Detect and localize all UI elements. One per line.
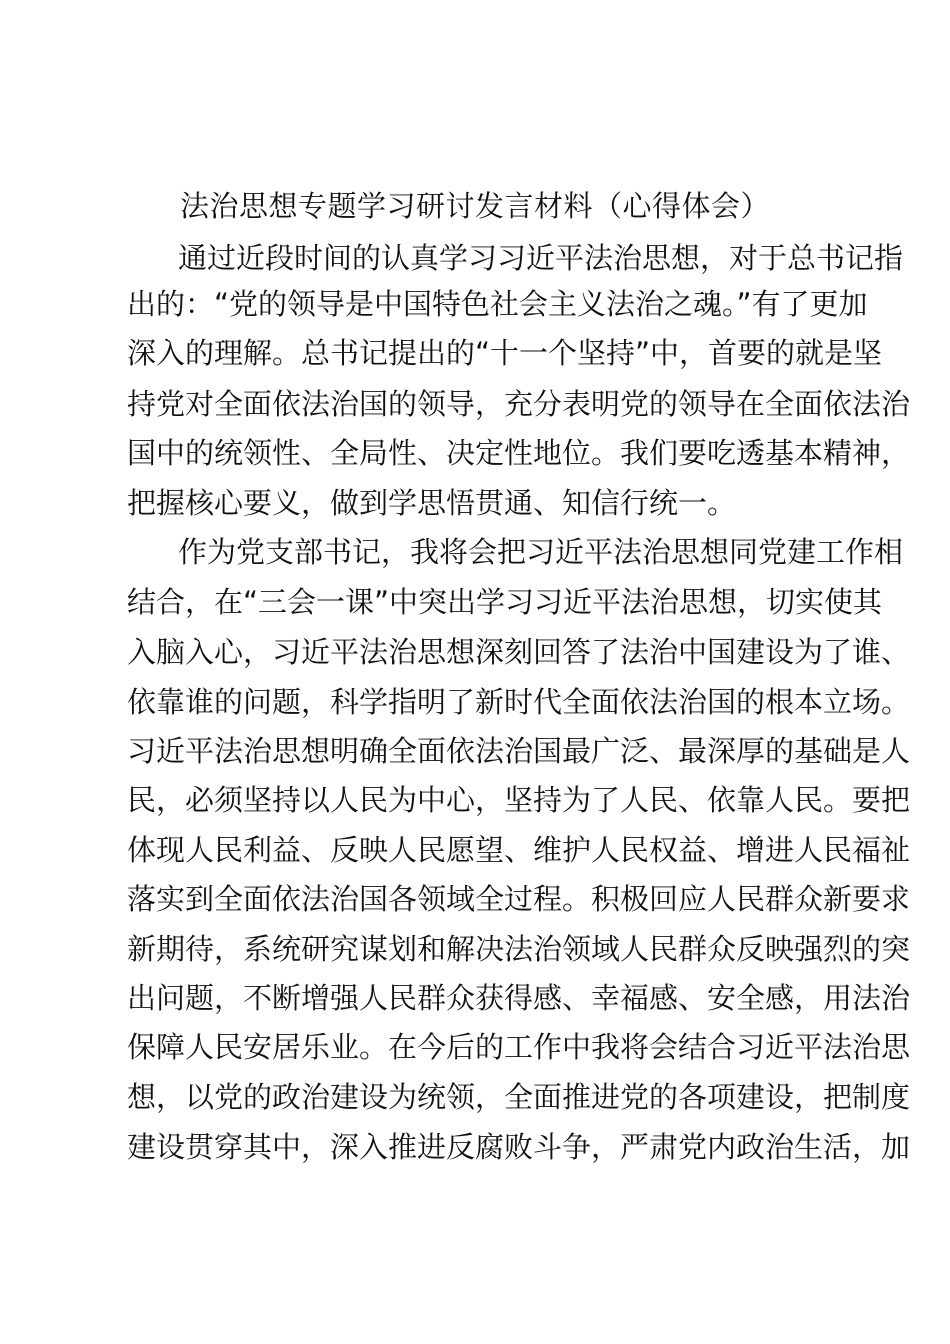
paragraph-line: 依靠谁的问题，科学指明了新时代全面依法治国的根本立场。 (127, 685, 911, 719)
paragraph-line: 国中的统领性、全局性、决定性地位。我们要吃透基本精神， (127, 436, 911, 470)
document-title: 法治思想专题学习研讨发言材料（心得体会） (179, 189, 770, 223)
paragraph-line: 体现人民利益、反映人民愿望、维护人民权益、增进人民福祉 (127, 833, 911, 867)
paragraph-line: 保障人民安居乐业。在今后的工作中我将会结合习近平法治思 (127, 1030, 911, 1064)
paragraph-line: 出的：“党的领导是中国特色社会主义法治之魂。”有了更加 (127, 287, 868, 321)
paragraph-line: 落实到全面依法治国各领域全过程。积极回应人民群众新要求 (127, 882, 911, 916)
paragraph-line: 结合，在“三会一课”中突出学习习近平法治思想，切实使其 (127, 585, 883, 619)
paragraph-line: 入脑入心，习近平法治思想深刻回答了法治中国建设为了谁、 (127, 635, 911, 669)
paragraph-line: 民，必须坚持以人民为中心，坚持为了人民、依靠人民。要把 (127, 783, 911, 817)
paragraph-line: 出问题，不断增强人民群众获得感、幸福感、安全感，用法治 (127, 981, 911, 1015)
paragraph-line: 深入的理解。总书记提出的“十一个坚持”中，首要的就是坚 (127, 336, 883, 370)
paragraph-line: 建设贯穿其中，深入推进反腐败斗争，严肃党内政治生活，加 (127, 1130, 911, 1164)
paragraph-line: 想，以党的政治建设为统领，全面推进党的各项建设，把制度 (127, 1080, 911, 1114)
paragraph-line: 新期待，系统研究谋划和解决法治领域人民群众反映强烈的突 (127, 932, 911, 966)
paragraph-line: 作为党支部书记，我将会把习近平法治思想同党建工作相 (178, 535, 904, 569)
paragraph-line: 持党对全面依法治国的领导，充分表明党的领导在全面依法治 (127, 387, 911, 421)
paragraph-line: 把握核心要义，做到学思悟贯通、知信行统一。 (127, 486, 737, 520)
paragraph-line: 通过近段时间的认真学习习近平法治思想，对于总书记指 (178, 241, 904, 275)
paragraph-line: 习近平法治思想明确全面依法治国最广泛、最深厚的基础是人 (127, 734, 911, 768)
